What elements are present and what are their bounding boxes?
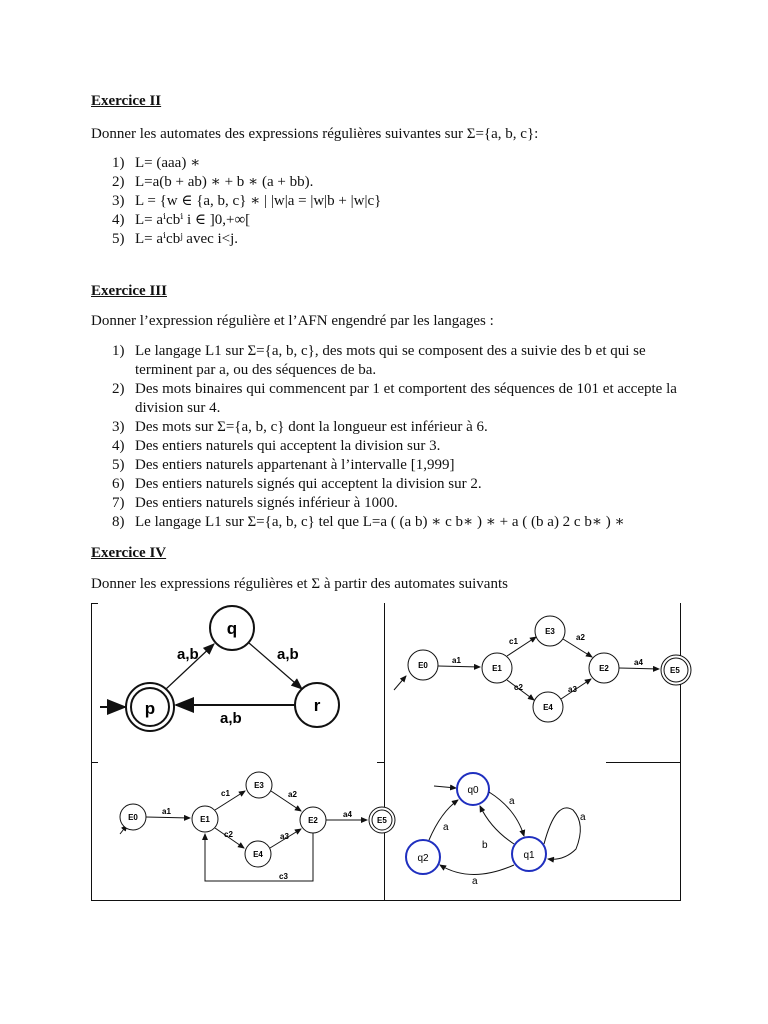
state-label: p [144, 699, 156, 718]
item-number: 7) [112, 495, 125, 511]
item-text: Le langage L1 sur Σ={a, b, c} tel que L=a ( (a b) ∗ c b∗ ) ∗ + a ( (b a) 2 c b∗ ) ∗ [135, 514, 625, 530]
edge-label: c1 [509, 637, 518, 646]
list-item [91, 211, 691, 230]
edge-label: c3 [279, 872, 288, 881]
state-label: E2 [308, 816, 318, 825]
state-label: E3 [254, 781, 264, 790]
item-number: 1) [112, 155, 125, 171]
edge-label: a,b [277, 646, 299, 663]
item-text: Des entiers naturels signés inférieur à 1000. [135, 495, 398, 511]
list-item [91, 192, 691, 211]
automaton-2 [386, 604, 678, 761]
edge-label: a [509, 796, 515, 807]
item-text: L= aⁱcbⁱ i ∈ ]0,+∞[ [135, 212, 251, 228]
edge-label: a3 [280, 832, 289, 841]
item-text: Des entiers naturels qui acceptent la division sur 3. [135, 438, 441, 454]
state-label: E4 [253, 850, 263, 859]
item-number: 5) [112, 231, 125, 247]
exercise-4-intro: Donner les expressions régulières et Σ à partir des automates suivants [91, 576, 508, 592]
exercise-3-list [91, 342, 681, 532]
item-number: 5) [112, 457, 125, 473]
exercise-2-title: Exercice II [91, 93, 162, 109]
edge-label: a [472, 876, 478, 887]
edge-label: a1 [452, 656, 461, 665]
item-text: Des entiers naturels signés qui acceptent la division sur 2. [135, 476, 482, 492]
exercise-2-list [91, 154, 691, 249]
list-item [91, 154, 691, 173]
grid-tick [606, 762, 680, 763]
list-item [91, 342, 681, 380]
edge-label: a3 [568, 685, 577, 694]
edge-label: a,b [220, 710, 242, 727]
state-label: E0 [128, 813, 138, 822]
list-item [91, 230, 691, 249]
state-label: q [226, 619, 238, 638]
item-text: Des mots binaires qui commencent par 1 et comportent des séquences de 101 et accepte la division sur 4. [135, 381, 677, 416]
automaton-1 [92, 604, 383, 761]
item-number: 1) [112, 343, 125, 359]
list-item [91, 475, 681, 494]
edge-label: a4 [343, 810, 352, 819]
state-label: E5 [377, 816, 387, 825]
state-label: E4 [543, 703, 553, 712]
grid-line-bottom [91, 900, 681, 901]
exercise-4-title: Exercice IV [91, 545, 167, 561]
item-number: 2) [112, 381, 125, 397]
grid-tick [91, 762, 98, 763]
edge-label: a [443, 822, 449, 833]
item-text: L= aⁱcbʲ avec i<j. [135, 231, 239, 247]
item-text: L= (aaa) ∗ [135, 155, 201, 171]
item-text: L = {w ∈ {a, b, c} ∗ | |w|a = |w|b + |w|c} [135, 193, 382, 209]
state-label: E1 [492, 664, 502, 673]
item-text: L=a(b + ab) ∗ + b ∗ (a + bb). [135, 174, 314, 190]
edge-label: c2 [224, 830, 233, 839]
list-item [91, 173, 691, 192]
automaton-4 [386, 764, 678, 899]
exercise-2-intro: Donner les automates des expressions régulières suivantes sur Σ={a, b, c}: [91, 126, 539, 142]
item-number: 4) [112, 438, 125, 454]
exercise-3-title: Exercice III [91, 283, 167, 299]
item-number: 8) [112, 514, 125, 530]
edge-label: a2 [576, 633, 585, 642]
state-label: q1 [523, 850, 535, 861]
state-label: E1 [200, 815, 210, 824]
item-number: 3) [112, 193, 125, 209]
state-label: q2 [417, 853, 429, 864]
state-label: E0 [418, 661, 428, 670]
grid-line-right [680, 603, 681, 900]
state-label: r [313, 696, 321, 715]
item-number: 3) [112, 419, 125, 435]
automaton-3 [92, 764, 387, 899]
grid-tick [377, 762, 384, 763]
grid-line-middle [384, 603, 385, 900]
list-item [91, 456, 681, 475]
edge-label: a,b [177, 646, 199, 663]
list-item [91, 437, 681, 456]
edge-label: a1 [162, 807, 171, 816]
list-item [91, 380, 681, 418]
list-item [91, 494, 681, 513]
list-item [91, 418, 681, 437]
edge-label: a4 [634, 658, 643, 667]
edge-label: b [482, 840, 488, 851]
edge-label: c1 [221, 789, 230, 798]
item-text: Des mots sur Σ={a, b, c} dont la longueur est inférieur à 6. [135, 419, 488, 435]
item-text: Des entiers naturels appartenant à l’intervalle [1,999] [135, 457, 455, 473]
list-item [91, 513, 681, 532]
item-number: 4) [112, 212, 125, 228]
item-number: 6) [112, 476, 125, 492]
edge-label: c2 [514, 683, 523, 692]
state-label: E2 [599, 664, 609, 673]
edge-label: a2 [288, 790, 297, 799]
edge-label: a [580, 812, 586, 823]
item-text: Le langage L1 sur Σ={a, b, c}, des mots qui se composent des a suivie des b et qui se terminent par a, ou des séquences de ba. [135, 343, 646, 378]
exercise-3-intro: Donner l’expression régulière et l’AFN engendré par les langages : [91, 313, 494, 329]
item-number: 2) [112, 174, 125, 190]
state-label: E5 [670, 666, 680, 675]
state-label: E3 [545, 627, 555, 636]
state-label: q0 [467, 785, 479, 796]
